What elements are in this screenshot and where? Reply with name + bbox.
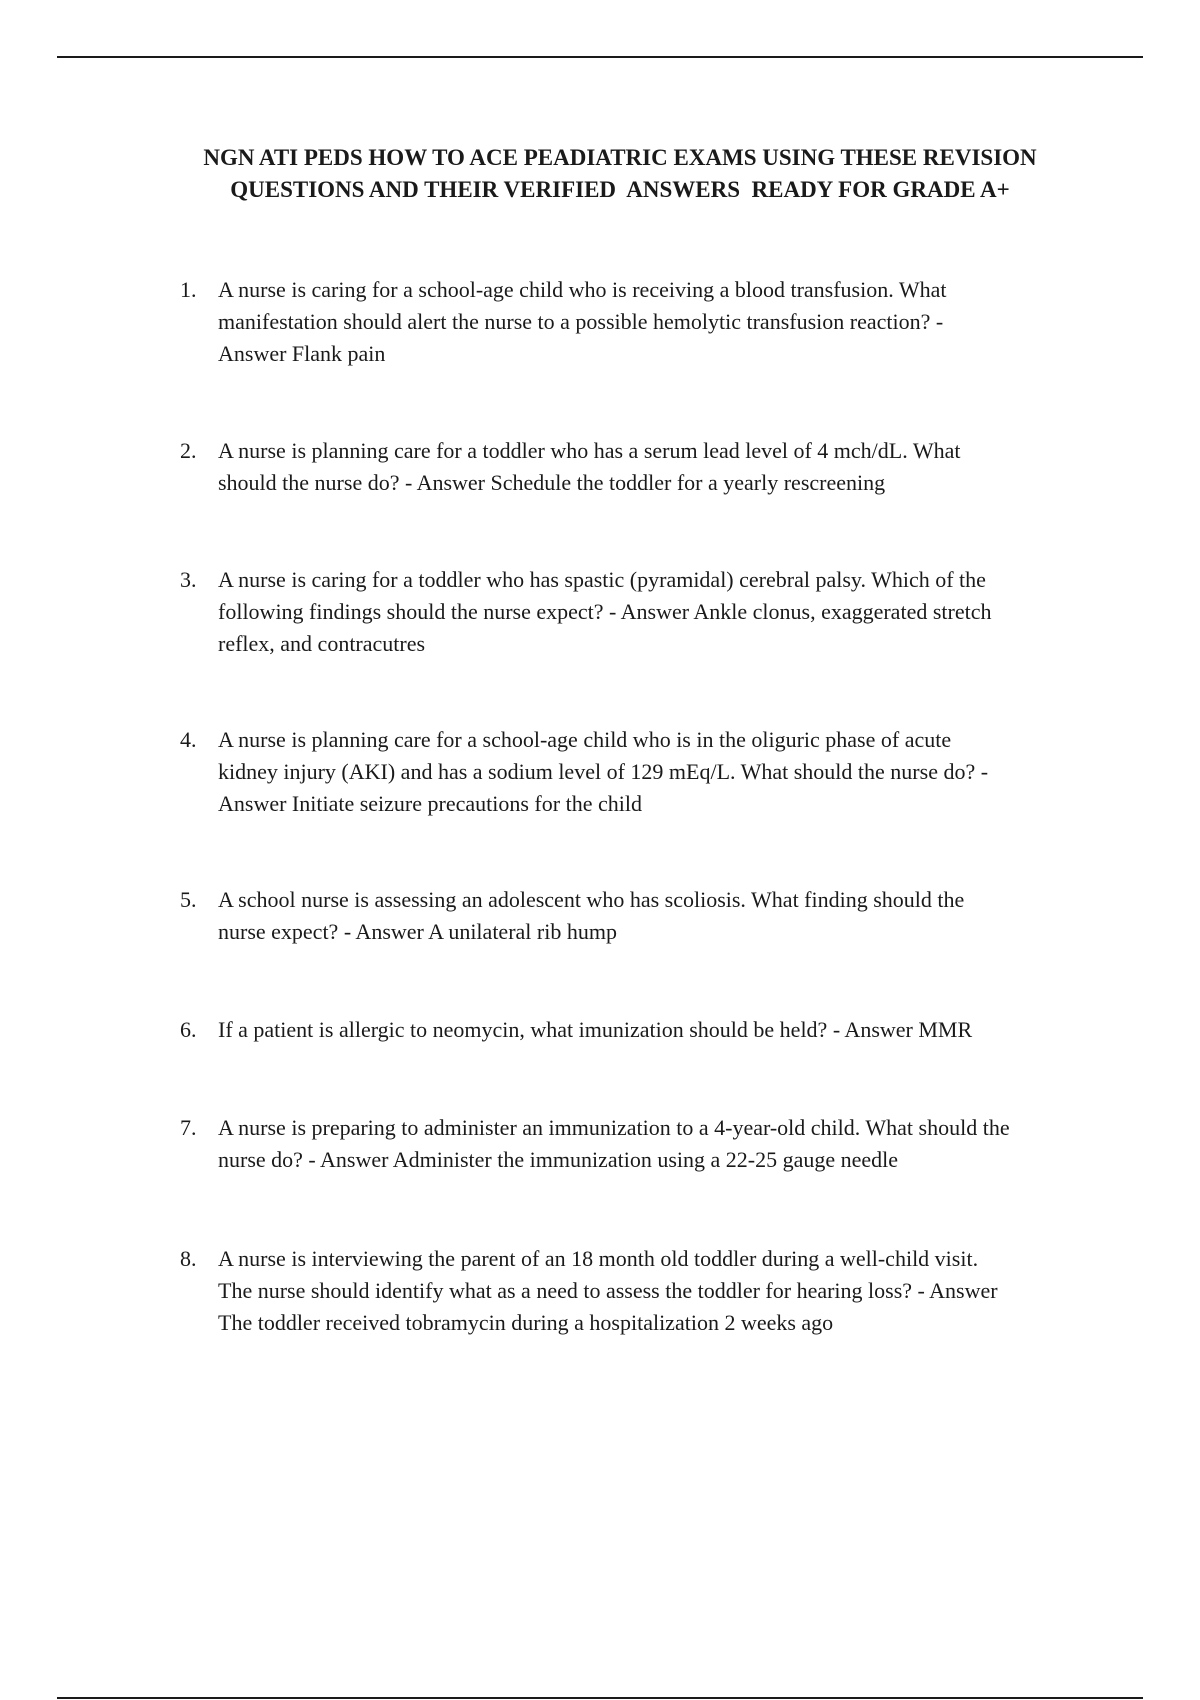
question-text: A nurse is planning care for a toddler who has a serum lead level of 4 mch/dL. What should the nurse do? - Answer Schedule the toddler for a yearly rescreening [218, 438, 961, 495]
question-text: A nurse is caring for a toddler who has spastic (pyramidal) cerebral palsy. Which of the following findings should the nurse expect? - Answer Ankle clonus, exaggerated stretch reflex, and contracutres [218, 567, 992, 656]
question-number: 7. [180, 1115, 197, 1140]
question-item [180, 435, 1100, 499]
question-text: A school nurse is assessing an adolescent who has scoliosis. What finding should the nurse expect? - Answer A unilateral rib hump [218, 887, 965, 944]
question-text: A nurse is planning care for a school-age child who is in the oliguric phase of acute kidney injury (AKI) and has a sodium level of 129 mEq/L. What should the nurse do? - Answer Initiate seizure precautions for the child [218, 727, 989, 816]
question-number: 1. [180, 277, 197, 302]
question-number: 2. [180, 438, 197, 463]
question-number: 8. [180, 1246, 197, 1271]
question-item [180, 1243, 1100, 1339]
question-item [180, 1014, 1100, 1046]
question-item [180, 564, 1100, 660]
question-number: 4. [180, 727, 197, 752]
question-number: 6. [180, 1017, 197, 1042]
question-text: A nurse is preparing to administer an immunization to a 4-year-old child. What should the nurse do? - Answer Administer the immunization using a 22-25 gauge needle [218, 1115, 1010, 1172]
question-text: A nurse is caring for a school-age child who is receiving a blood transfusion. What manifestation should alert the nurse to a possible hemolytic transfusion reaction? - Answer Flank pain [218, 277, 947, 366]
question-number: 5. [180, 887, 197, 912]
question-text: If a patient is allergic to neomycin, what imunization should be held? - Answer MMR [218, 1017, 973, 1042]
question-item [180, 724, 1100, 820]
page-title: NGN ATI PEDS HOW TO ACE PEADIATRIC EXAMS USING THESE REVISION QUESTIONS AND THEIR VERIFIED ANSWERS READY FOR GRADE A+ [203, 145, 1037, 202]
question-item [180, 884, 1100, 948]
question-item [180, 274, 1100, 370]
question-item [180, 1112, 1100, 1176]
question-number: 3. [180, 567, 197, 592]
footer-rule [57, 1697, 1143, 1699]
question-text: A nurse is interviewing the parent of an 18 month old toddler during a well-child visit. The nurse should identify what as a need to assess the toddler for hearing loss? - Answer The toddler received tobramycin during a hospitalization 2 weeks ago [218, 1246, 998, 1335]
